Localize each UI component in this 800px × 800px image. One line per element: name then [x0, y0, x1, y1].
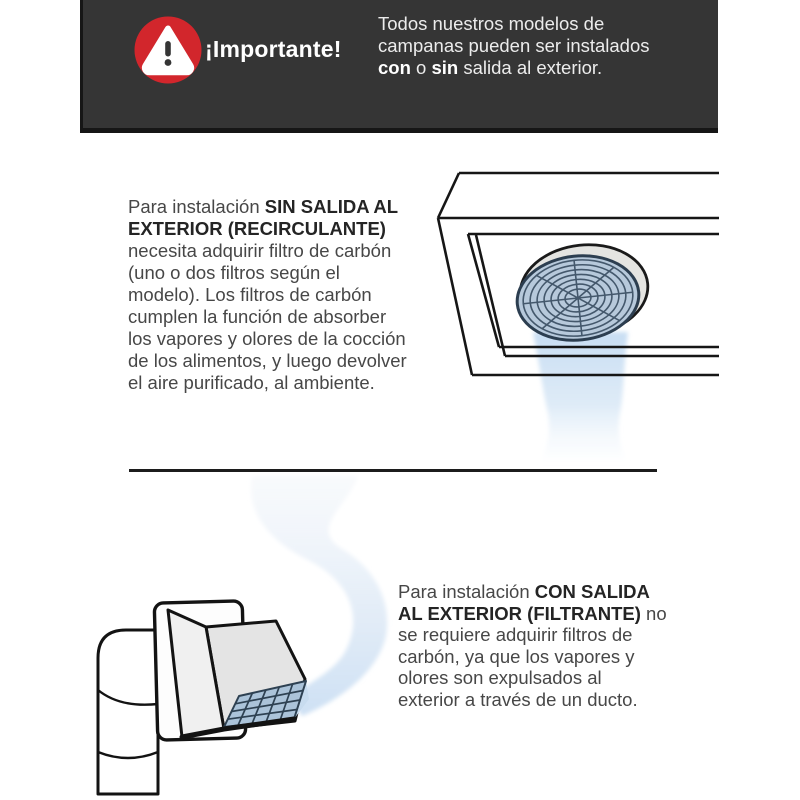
airflow-down-stream	[533, 332, 629, 464]
banner-title: ¡Importante!	[205, 36, 342, 62]
wall-vent-duct-illustration	[90, 472, 402, 800]
banner-message: Todos nuestros modelos de campanas pueden ser instalados con o sin salida al exterior.	[378, 13, 650, 78]
range-hood-carbon-filter-illustration	[430, 160, 722, 470]
important-banner	[80, 0, 718, 133]
duct-pipe	[98, 630, 158, 794]
warning-triangle-icon	[133, 15, 203, 85]
recirculating-text: Para instalación SIN SALIDA AL EXTERIOR (RECIRCULANTE) necesita adquirir filtro de carbón (uno o dos filtros según el modelo). Los filtros de carbón cumplen la función de absorber los vapores y olores de la cocción de los alimentos, y luego devolver el aire purificado, al ambiente.	[128, 196, 407, 393]
ducted-text: Para instalación CON SALIDA AL EXTERIOR (FILTRANTE) no se requiere adquirir filtros de carbón, ya que los vapores y olores son expulsados al exterior a través de un ducto.	[398, 581, 667, 710]
